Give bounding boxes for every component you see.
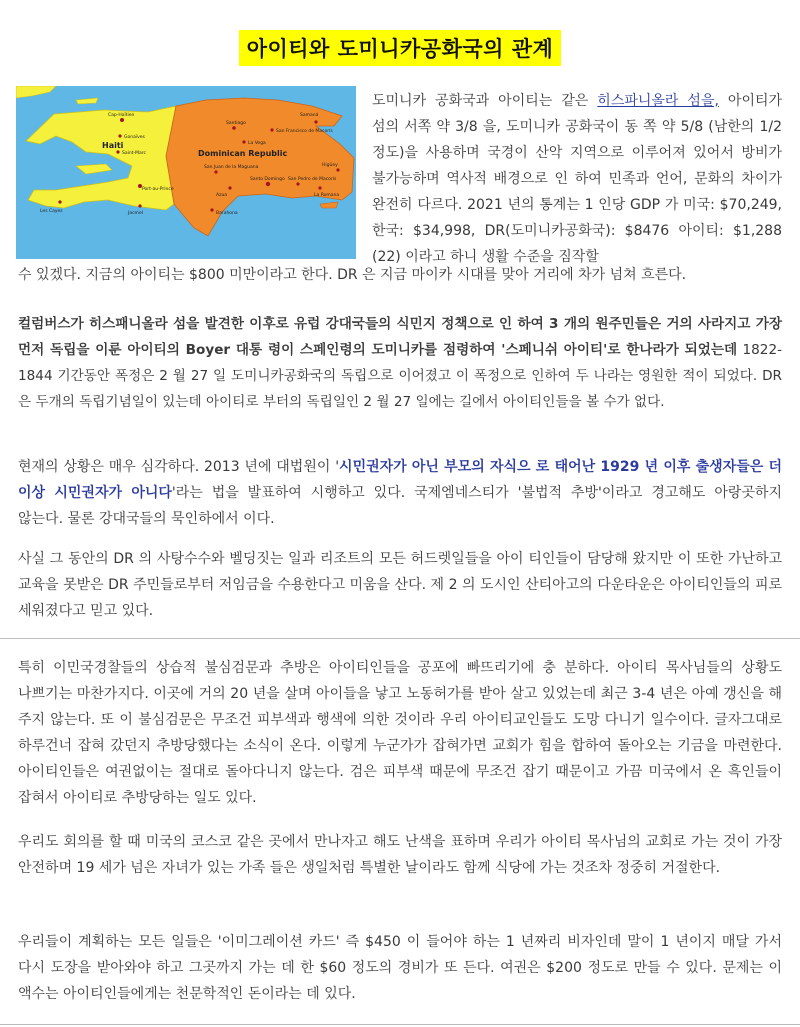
city-label: Santiago <box>226 121 246 126</box>
city-label: Cap-Haïtien <box>108 113 135 118</box>
cuba-landmass <box>16 86 56 98</box>
city-dot <box>210 208 213 211</box>
situation-text-rest: '라는 법을 발표하여 시행하고 있다. 국제엠네스티가 '불법적 추방'이라고 경고해도 아랑곳하지 않는다. 물론 강대국들의 묵인하에서 이다. <box>18 485 782 527</box>
city-dot <box>214 170 217 173</box>
city-label: Gonaïves <box>124 135 145 140</box>
page-divider <box>0 638 800 639</box>
city-dot <box>228 186 231 189</box>
page-bottom-divider <box>0 1024 800 1025</box>
paragraph-intro <box>372 88 782 270</box>
paragraph-visa-costs: 우리들이 계획하는 모든 일들은 '이미그레이션 카드' 즉 $450 이 들어야 하는 1 년짜리 비자인데 말이 1 년이지 매달 가서 다시 도장을 받아와야 하고 그곳까지 가는 데 한 $60 정도의 경비가 또 든다. 여권은 $200 정도로 만들 수 있다. 문제는 이 액수는 아이티인들에게는 천문학적인 돈이라는 데 있다. <box>18 934 782 1002</box>
city-dot <box>270 128 273 131</box>
city-label: Les Cayes <box>40 209 63 214</box>
situation-text-start: 현재의 상황은 매우 심각하다. 2013 년에 대법원이 ' <box>18 459 340 475</box>
ruling-quote: 시민권자가 아닌 부모의 자식으 로 태어난 1929 년 이후 출생자들은 더 이상 시민권자가 아니다 <box>18 459 782 501</box>
hispaniola-link[interactable]: 히스파니올라 섬을, <box>597 93 719 109</box>
intro-text-start: 도미니카 공화국과 아이티는 같은 <box>372 93 598 109</box>
city-dot <box>118 134 121 137</box>
paragraph-deportation: 특히 이민국경찰들의 상습적 불심검문과 추방은 아이티인들을 공포에 빠뜨리기에 충 분하다. 아이티 목사님들의 상황도 나쁘기는 마찬가지다. 이곳에 거의 20 년을 살며 아이들을 낳고 노동허가를 받아 살고 있었는데 최근 3-4 년은 아예 갱신을 해 주지 않는다. 또 이 불심검문은 무조건 피부색과 행색에 의한 것이라 우리 아이티교인들도 도망 다니기 일수이다. 글자그대로 하루건너 잡혀 갔던지 추방당했다는 소식이 온다. 이렇게 누군가가 잡혀가면 교회가 힘을 합하여 돌아오는 기금을 마련한다. 아이티인들은 여권없이는 절대로 돌아다니지 않는다. 검은 피부색 때문에 무조건 잡기 때문이고 가끔 미국에서 온 흑인들이 잡혀서 아이티로 추방당하는 일도 있다. <box>18 660 782 806</box>
hispaniola-map <box>16 86 356 259</box>
label-haiti: Haiti <box>102 141 124 150</box>
city-label: San Pedro de Macorís <box>288 177 337 182</box>
city-dot <box>318 186 321 189</box>
city-label: Jacmel <box>128 211 143 216</box>
tortuga-island <box>76 98 98 104</box>
paragraph-current-situation <box>18 454 782 532</box>
city-dot <box>242 140 245 143</box>
gonave-island <box>76 164 112 174</box>
intro-text-rest: 아이티가 섬의 서쪽 약 3/8 을, 도미니카 공화국이 동 쪽 약 5/8 (남한의 1/2 정도)을 사용하며 국경이 산악 지역으로 이루어져 있어서 방비가 불가능하며 역사적 배경으로 인 하여 민족과 언어, 문화의 차이가 완전히 다르다. 2021 년의 통계는 1 인당 GDP 가 미국: $70,249, 한국: $34,998, DR(도미니카공화국): $8476 아이티: $1,288 (22) 이라고 하니 생활 수준을 짐작할 <box>372 93 783 265</box>
city-dot <box>296 182 299 185</box>
city-label: San Juan de la Maguana <box>204 165 259 170</box>
city-dot <box>58 200 61 203</box>
saona-island <box>320 202 338 208</box>
city-dot <box>314 120 317 123</box>
city-dot <box>266 182 270 186</box>
city-label: Higüey <box>322 163 338 168</box>
city-label: Barahona <box>216 211 238 216</box>
city-dot <box>138 204 141 207</box>
paragraph-intro-tail: 수 있겠다. 지금의 아이티는 $800 미만이라고 한다. DR 은 지금 마이카 시대를 맞아 거리에 차가 넘쳐 흐른다. <box>18 267 687 283</box>
paragraph-labor: 사실 그 동안의 DR 의 사탕수수와 벨딩짓는 일과 리조트의 모든 허드렛일들을 아이 티인들이 담당해 왔지만 이 또한 가난하고 교육을 못받은 DR 주민들로부터 저임금을 수용한다고 미움을 산다. 제 2 의 도시인 산티아고의 다운타운은 아이티인들의 피로 세워졌다고 믿고 있다. <box>18 551 782 619</box>
label-dominican-republic: Dominican Republic <box>198 149 288 158</box>
city-dot <box>336 168 339 171</box>
city-label: Azua <box>216 193 228 198</box>
map-graphic <box>16 86 356 259</box>
city-label: San Francisco de Macorís <box>276 129 333 134</box>
city-label: La Vega <box>248 141 266 146</box>
city-label: Santo Domingo <box>250 177 285 182</box>
city-label: La Romana <box>314 193 340 198</box>
city-label: Samaná <box>300 113 319 118</box>
history-text: 1822-1844 기간동안 폭정은 2 월 27 일 도미니카공화국의 독립으로 이어졌고 이 폭정으로 인하여 두 나라는 영원한 적이 되었다. DR 은 두개의 독립기념일이 있는데 아이티로 부터의 독립일인 2 월 27 일에는 길에서 아이티인들을 볼 수가 없다. <box>18 342 782 410</box>
city-dot <box>116 150 119 153</box>
history-bold-text: 컬럼버스가 히스패니올라 섬을 발견한 이후로 유럽 강대국들의 식민지 정책으로 인 하여 3 개의 원주민들은 거의 사라지고 가장 먼저 독립을 이룬 아이티의 Boyer 대통 령이 스페인령의 도미니카를 점령하여 '스페니쉬 아이티'로 한나라가 되었는데 <box>18 316 782 358</box>
title-area <box>0 30 800 66</box>
city-label: Port-au-Prince <box>142 187 174 192</box>
paragraph-history <box>18 311 782 415</box>
paragraph-meetings: 우리도 회의를 할 때 미국의 코스코 같은 곳에서 만나자고 해도 난색을 표하며 우리가 아이티 목사님의 교회로 가는 것이 가장 안전하며 19 세가 넘은 자녀가 있는 가족 들은 생일처럼 특별한 날이라도 함께 식당에 가는 것조차 정중히 거절한다. <box>18 834 782 876</box>
city-dot <box>232 126 236 130</box>
haiti-landmass <box>26 106 176 210</box>
page-title: 아이티와 도미니카공화국의 관계 <box>239 30 562 66</box>
city-dot <box>120 118 124 122</box>
city-label: Saint-Marc <box>122 151 146 156</box>
